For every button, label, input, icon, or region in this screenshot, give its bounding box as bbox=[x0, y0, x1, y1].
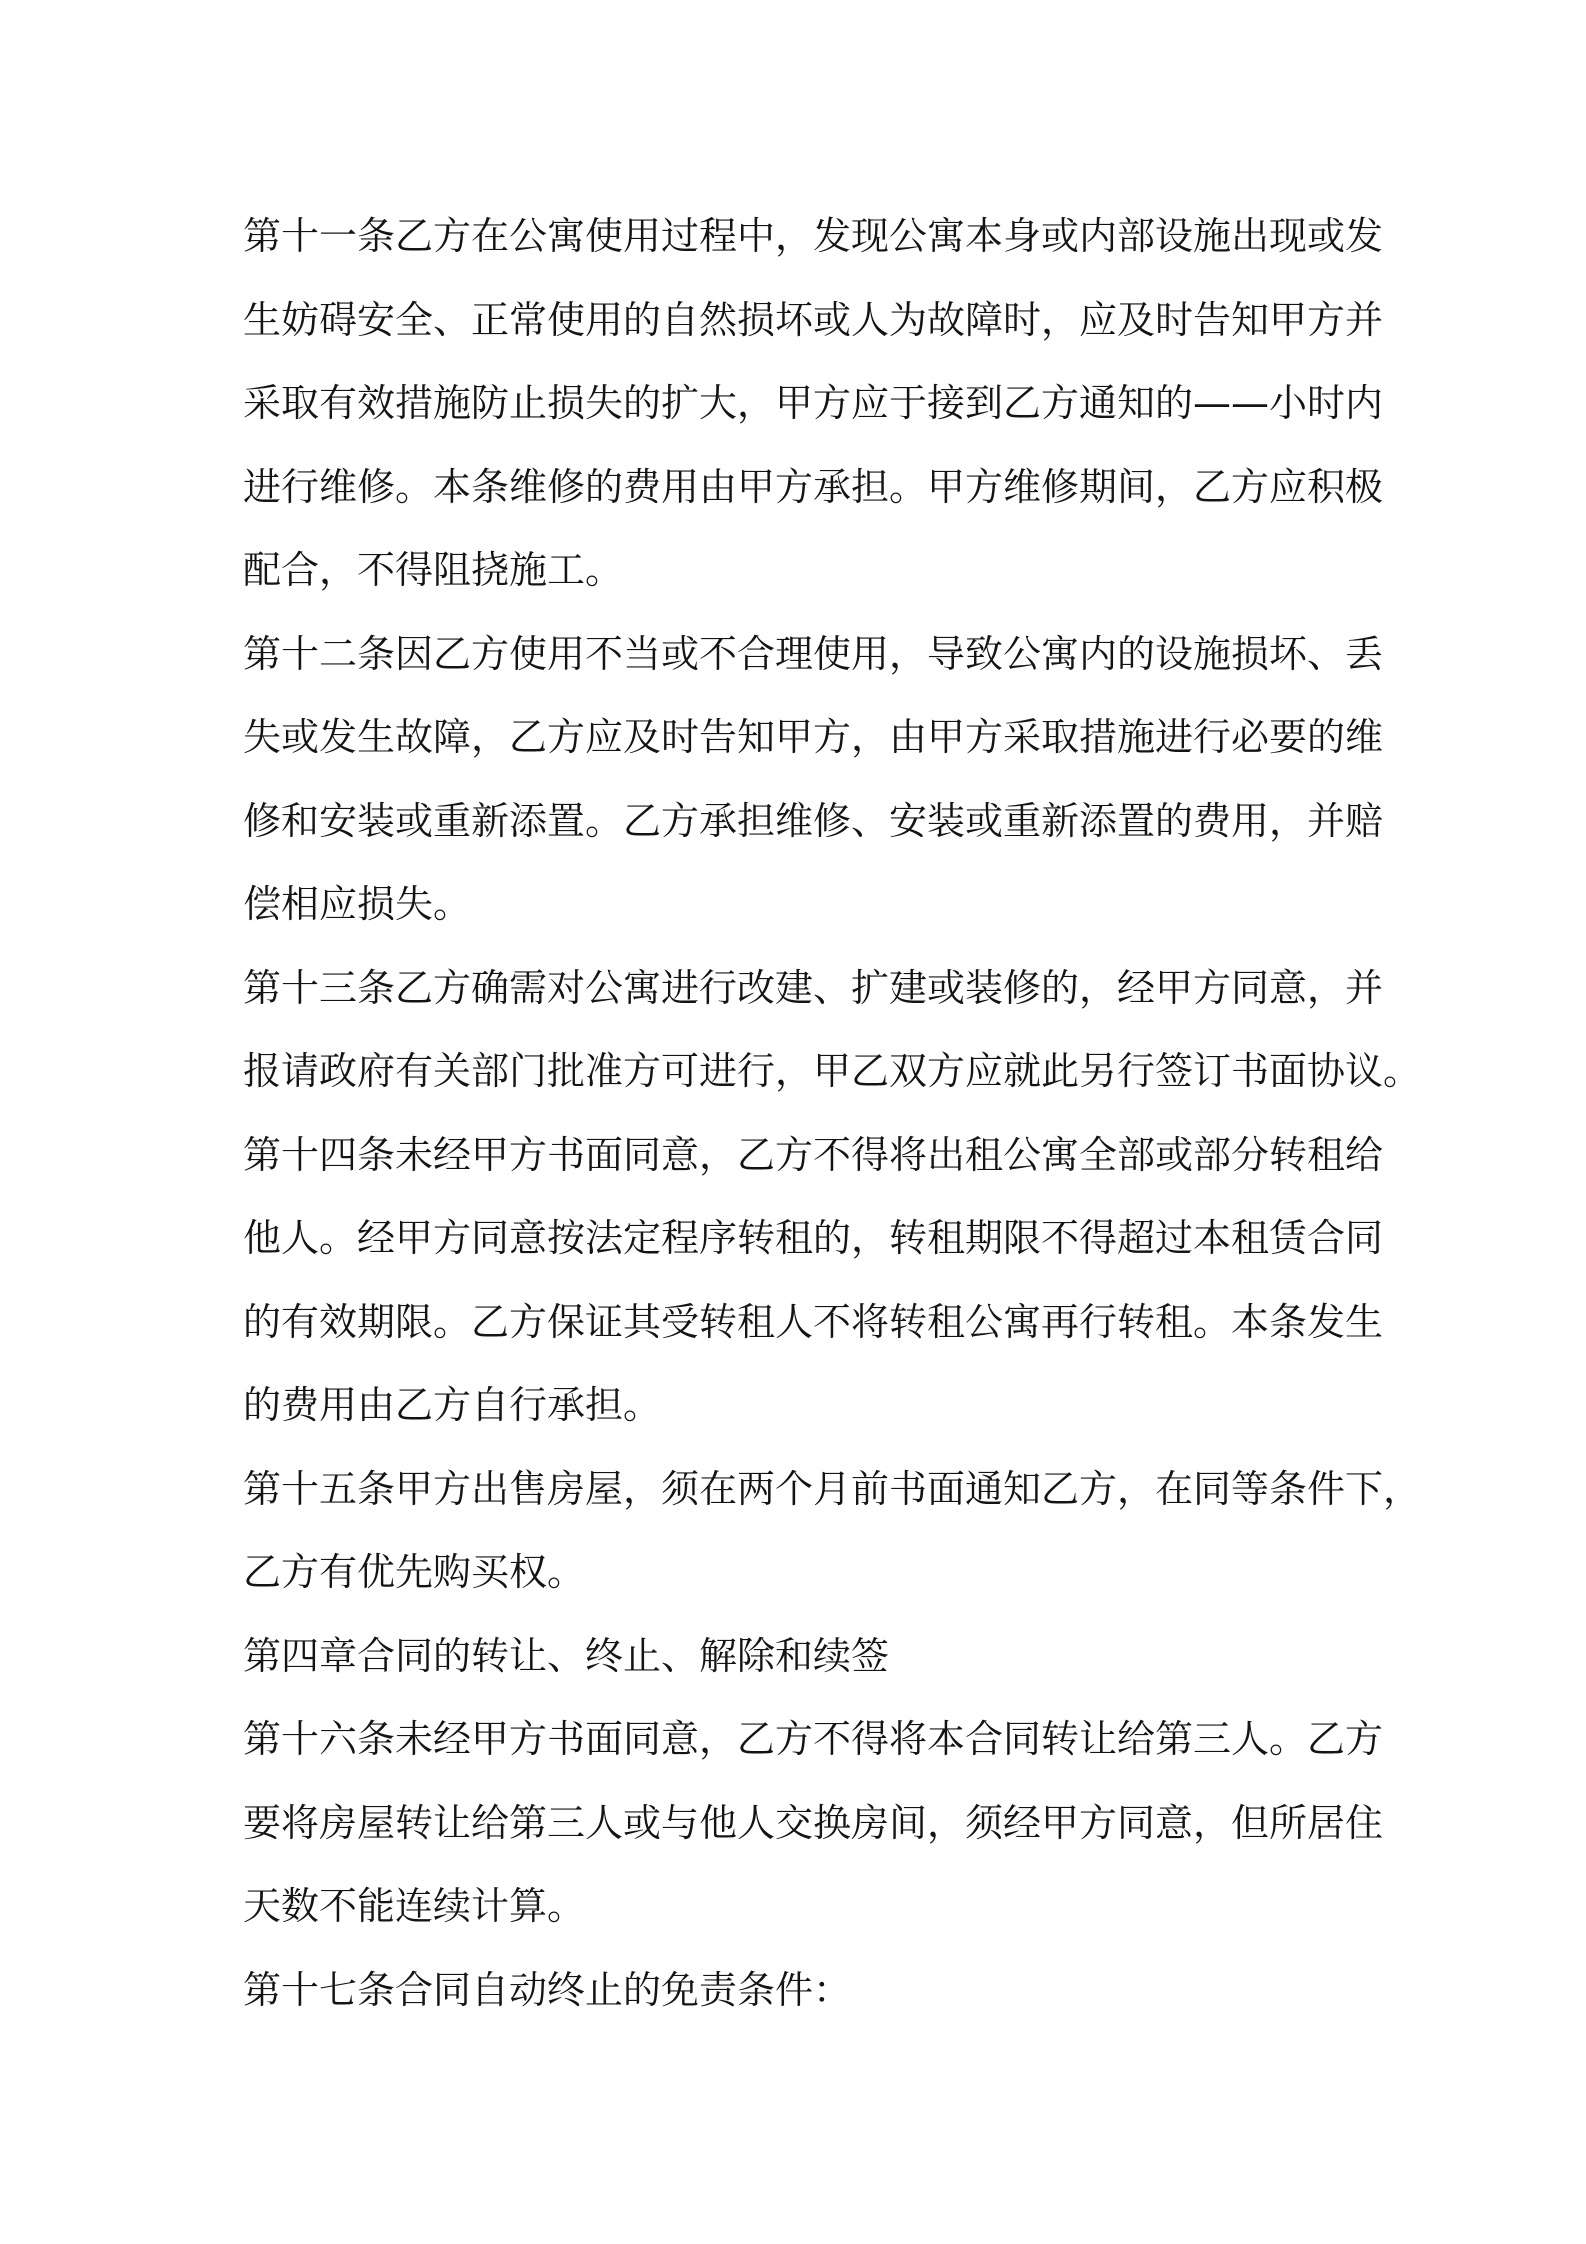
text-line: 进行维修。本条维修的费用由甲方承担。甲方维修期间，乙方应积极 bbox=[243, 464, 1384, 509]
text-line: 配合，不得阻挠施工。 bbox=[243, 548, 624, 592]
text-line: 天数不能连续计算。 bbox=[243, 1884, 586, 1928]
text-line: 生妨碍安全、正常使用的自然损坏或人为故障时，应及时告知甲方并 bbox=[243, 297, 1384, 342]
text-line: 第十五条甲方出售房屋，须在两个月前书面通知乙方，在同等条件下， bbox=[243, 1466, 1422, 1511]
text-line: 要将房屋转让给第三人或与他人交换房间，须经甲方同意，但所居住 bbox=[243, 1800, 1384, 1845]
text-line: 第十一条乙方在公寓使用过程中，发现公寓本身或内部设施出现或发 bbox=[243, 214, 1384, 258]
text-line: 第十二条因乙方使用不当或不合理使用，导致公寓内的设施损坏、丢 bbox=[243, 631, 1384, 676]
document-body bbox=[243, 195, 1422, 2032]
text-line: 的有效期限。乙方保证其受转租人不将转租公寓再行转租。本条发生 bbox=[243, 1299, 1384, 1344]
text-line: 的费用由乙方自行承担。 bbox=[243, 1383, 662, 1427]
text-line: 偿相应损失。 bbox=[243, 882, 472, 926]
text-line: 修和安装或重新添置。乙方承担维修、安装或重新添置的费用，并赔 bbox=[243, 798, 1384, 843]
text-line: 第十六条未经甲方书面同意，乙方不得将本合同转让给第三人。乙方 bbox=[243, 1717, 1384, 1761]
text-line: 第十七条合同自动终止的免责条件： bbox=[243, 1967, 852, 2012]
chapter-heading: 第四章合同的转让、终止、解除和续签 bbox=[243, 1633, 890, 1678]
text-line: 失或发生故障，乙方应及时告知甲方，由甲方采取措施进行必要的维 bbox=[243, 715, 1384, 759]
text-line: 报请政府有关部门批准方可进行，甲乙双方应就此另行签订书面协议。 bbox=[243, 1049, 1422, 1093]
text-line: 第十三条乙方确需对公寓进行改建、扩建或装修的，经甲方同意，并 bbox=[243, 965, 1384, 1010]
text-line: 乙方有优先购买权。 bbox=[243, 1550, 586, 1594]
text-line: 他人。经甲方同意按法定程序转租的，转租期限不得超过本租赁合同 bbox=[243, 1216, 1384, 1260]
text-line: 第十四条未经甲方书面同意，乙方不得将出租公寓全部或部分转租给 bbox=[243, 1132, 1384, 1177]
text-line: 采取有效措施防止损失的扩大，甲方应于接到乙方通知的——小时内 bbox=[243, 381, 1384, 425]
